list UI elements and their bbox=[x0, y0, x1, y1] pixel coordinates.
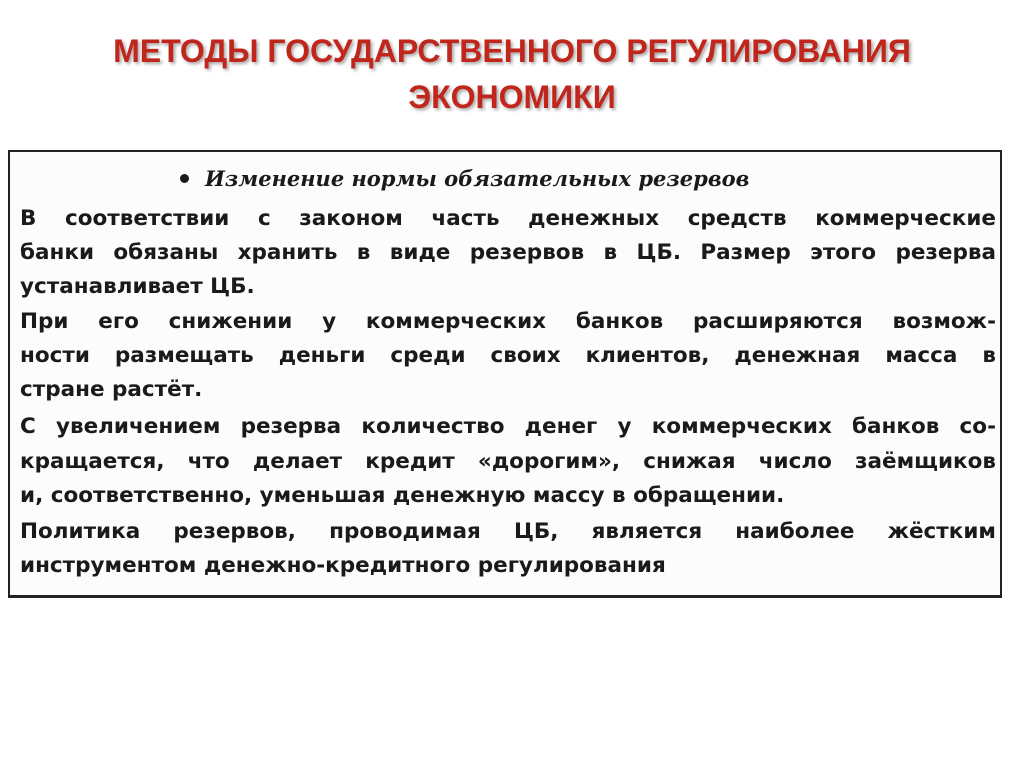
top-border-line bbox=[8, 150, 1002, 152]
text-line: банки обязаны хранить в виде резервов в ЦБ. Размер этого резерва bbox=[20, 240, 996, 265]
title-line-1: МЕТОДЫ ГОСУДАРСТВЕННОГО РЕГУЛИРОВАНИЯ bbox=[113, 33, 911, 69]
text-line: Политика резервов, проводимая ЦБ, является наиболее жёстким bbox=[20, 519, 996, 544]
text-line: инструментом денежно-кредитного регулирования bbox=[20, 553, 666, 578]
text-line: В соответствии с законом часть денежных средств коммерческие bbox=[20, 206, 996, 231]
text-line: ности размещать деньги среди своих клиентов, денежная масса в bbox=[20, 343, 996, 368]
subheading-text: Изменение нормы обязательных резервов bbox=[205, 166, 750, 191]
text-line: и, соответственно, уменьшая денежную массу в обращении. bbox=[20, 483, 785, 508]
subheading bbox=[180, 166, 749, 191]
slide-title bbox=[40, 28, 984, 120]
text-line: С увеличением резерва количество денег у коммерческих банков со- bbox=[20, 414, 996, 439]
text-line: устанавливает ЦБ. bbox=[20, 274, 255, 299]
bullet-icon bbox=[180, 174, 189, 183]
text-line: кращается, что делает кредит «дорогим», снижая число заёмщиков bbox=[20, 449, 996, 474]
text-line: При его снижении у коммерческих банков расширяются возмож- bbox=[20, 309, 996, 334]
scanned-text-block bbox=[8, 150, 1002, 598]
title-line-2: ЭКОНОМИКИ bbox=[408, 79, 616, 115]
text-line: стране растёт. bbox=[20, 377, 203, 402]
